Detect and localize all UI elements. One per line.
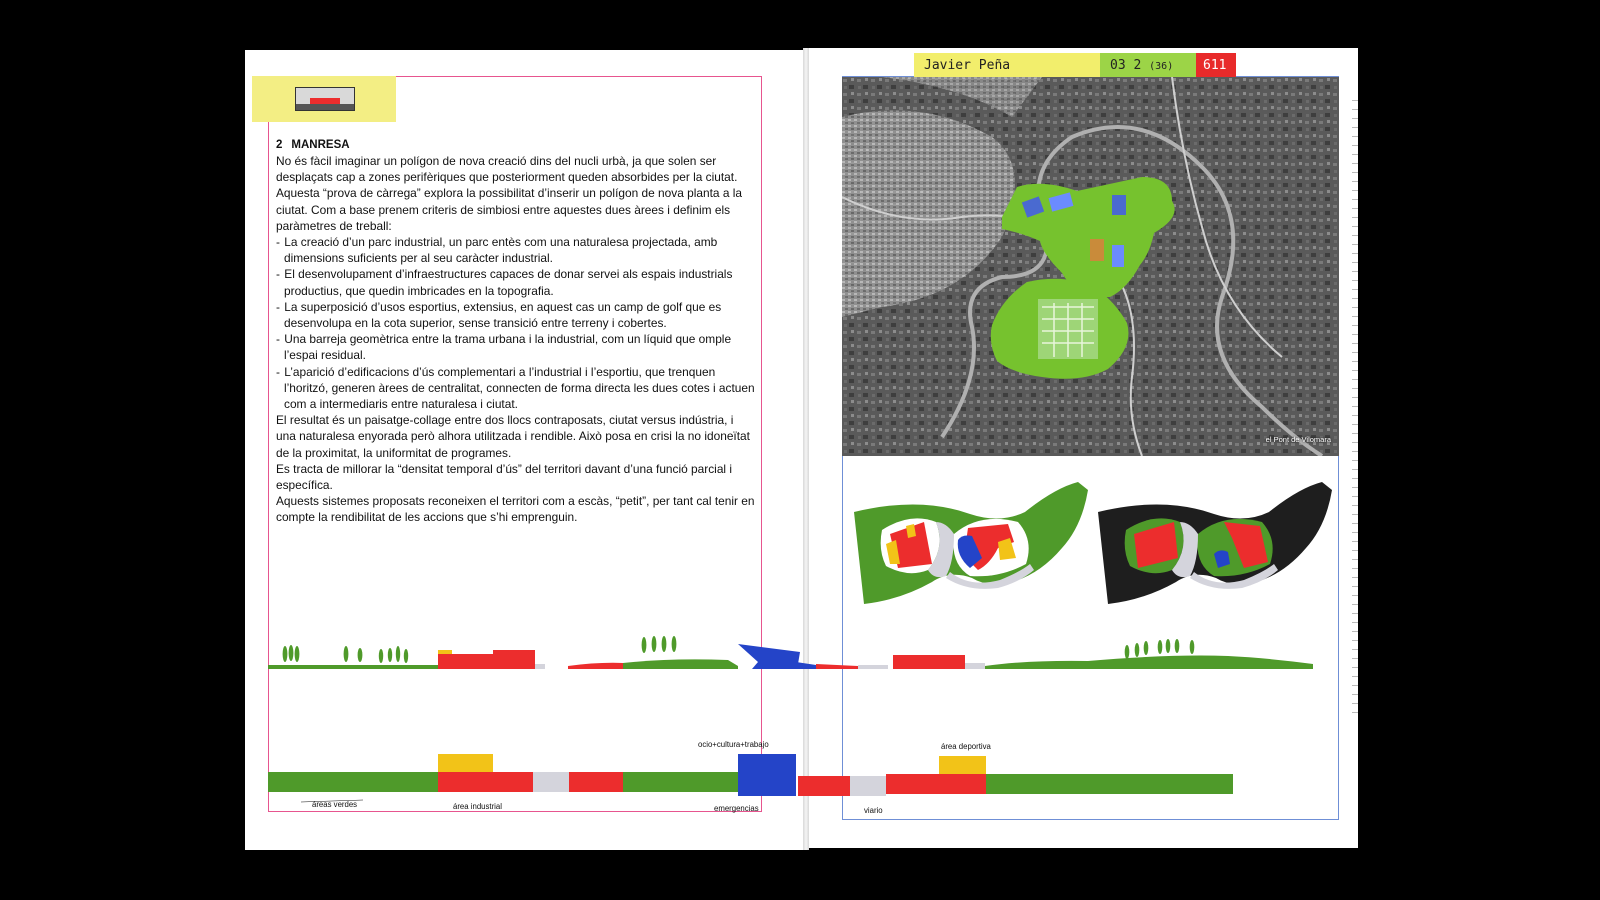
site-section-diagram <box>268 630 1313 674</box>
label-emergencias: emergencias <box>714 804 759 813</box>
plan-diagrams <box>850 478 1340 618</box>
list-item: - El desenvolupament d’infraestructures capaces de donar servei als espais industrials productius, que quedin imbricades en la topografia. <box>276 267 733 298</box>
article-intro: No és fàcil imaginar un polígon de nova creació dins del nucli urbà, ja que solen ser desplaçats cap a zones perifèriques que posteriorment queden absorbides per la ciutat. Aquesta “prova de càrrega” explora la possibilitat d’inserir un polígon de nova planta a la ciutat. Com a base prenem criteris de simbiosi entre aquestes dues àrees i definim els paràmetres de treball: <box>276 154 742 233</box>
article-number: 2 <box>276 139 283 151</box>
list-item: - Una barreja geomètrica entre la trama urbana i la industrial, com un líquid que omple l’espai residual. <box>276 332 732 363</box>
section-trees <box>283 636 1195 663</box>
bar-emergency <box>738 754 796 796</box>
article-heading <box>276 137 756 153</box>
bar-green <box>986 774 1233 794</box>
header-code-sub: (36) <box>1149 61 1174 72</box>
building-block <box>1112 245 1124 267</box>
aerial-photo-graphic <box>842 77 1339 456</box>
section-road <box>965 663 985 669</box>
bar-road <box>533 772 569 792</box>
place-label: el Pont de Vilomara <box>1265 435 1331 444</box>
article-paragraph: Es tracta de millorar la “densitat temporal d’ús” del territori davant d’una funció parcial i específica. <box>276 461 733 493</box>
section-sport <box>438 650 452 654</box>
plan-black <box>1098 482 1332 604</box>
article-title: MANRESA <box>291 139 350 151</box>
section-road <box>858 665 888 669</box>
bullet-text: La creació d’un parc industrial, un parc entès com una naturalesa projectada, amb dimensions suficients per al seu caràcter industrial. <box>284 235 718 266</box>
label-ocio: ocio+cultura+trabajo <box>698 740 769 749</box>
bar-industrial <box>886 774 986 794</box>
section-road <box>535 664 545 669</box>
section-green <box>985 656 1313 669</box>
bar-green <box>268 772 438 792</box>
bar-sport <box>438 754 493 772</box>
header-author: Javier Peña <box>914 53 1100 78</box>
article-paragraph: Aquests sistemes proposats reconeixen el territori com a escàs, “petit”, per tant cal tenir en compte la rendibilitat de les accions que s’hi emprenguin. <box>276 494 755 525</box>
label-viario: viario <box>864 806 883 815</box>
section-industrial <box>568 663 623 669</box>
article-paragraph: El resultat és un paisatge-collage entre dos llocs contraposats, ciutat versus indústria, i una naturalesa enyorada però alhora utilitzada i rendible. Això posa en crisi la no idoneïtat de la proximitat, la uniformitat de programes. <box>276 413 750 460</box>
label-area-deportiva: área deportiva <box>941 742 991 751</box>
section-ground <box>268 665 438 669</box>
label-areas-verdes: áreas verdes <box>312 800 358 809</box>
section-industrial <box>893 655 965 669</box>
page-number: 611 <box>1196 53 1236 78</box>
bar-sport <box>939 756 986 774</box>
plan-colour <box>854 482 1088 604</box>
running-header <box>914 53 1236 78</box>
section-industrial <box>438 654 493 669</box>
article-bullets <box>276 234 756 412</box>
section-emergency <box>752 662 816 669</box>
bar-road <box>850 776 886 796</box>
bar-industrial <box>569 772 623 792</box>
thumbnail-section-icon <box>295 87 355 111</box>
bullet-text: El desenvolupament d’infraestructures capaces de donar servei als espais industrials productius, que quedin imbricades en la topografia. <box>284 267 733 298</box>
header-code <box>1100 53 1196 78</box>
bullet-text: Una barreja geomètrica entre la trama urbana i la industrial, com un líquid que omple l’espai residual. <box>284 332 732 363</box>
book-gutter <box>803 48 809 850</box>
label-area-industrial: área industrial <box>453 802 502 811</box>
section-industrial <box>816 664 858 669</box>
section-emergency <box>738 644 800 664</box>
list-item: - La superposició d’usos esportius, extensius, en aquest cas un camp de golf que es desenvolupa en la cota superior, sense transició entre terreny i cobertes. <box>276 299 722 331</box>
bullet-text: La superposició d’usos esportius, extensius, en aquest cas un camp de golf que es desenvolupa en la cota superior, sense transició entre terreny i cobertes. <box>284 299 722 331</box>
bar-industrial <box>798 776 850 796</box>
bar-industrial <box>438 772 533 792</box>
building-block <box>1090 239 1104 261</box>
list-item: - L’aparició d’edificacions d’ús complementari a l’industrial i l’esportiu, que trenquen l’horitzó, generen àrees de centralitat, connecten de forma directa les dues cotes i actuen com a intermediaris entre naturalesa i ciutat. <box>276 364 755 412</box>
article-text <box>276 137 756 526</box>
thumbnail-base-block <box>296 104 354 110</box>
building-block <box>1112 195 1126 215</box>
land-use-bars <box>268 736 1268 826</box>
page-edge-ruler <box>1352 100 1358 720</box>
land-use-diagram <box>268 736 1268 826</box>
list-item: - La creació d’un parc industrial, un parc entès com una naturalesa projectada, amb dimensions suficients per al seu caràcter industrial. <box>276 235 718 266</box>
bar-green <box>623 772 738 792</box>
section-green <box>623 659 738 669</box>
aerial-photo <box>842 77 1339 456</box>
bullet-text: L’aparició d’edificacions d’ús complementari a l’industrial i l’esportiu, que trenquen l’horitzó, generen àrees de centralitat, connecten de forma directa les dues cotes i actuen com a intermediaris entre naturalesa i ciutat. <box>284 364 755 412</box>
section-industrial <box>493 650 535 669</box>
section-thumbnail <box>252 76 396 122</box>
header-code-main: 03 2 <box>1110 58 1142 73</box>
